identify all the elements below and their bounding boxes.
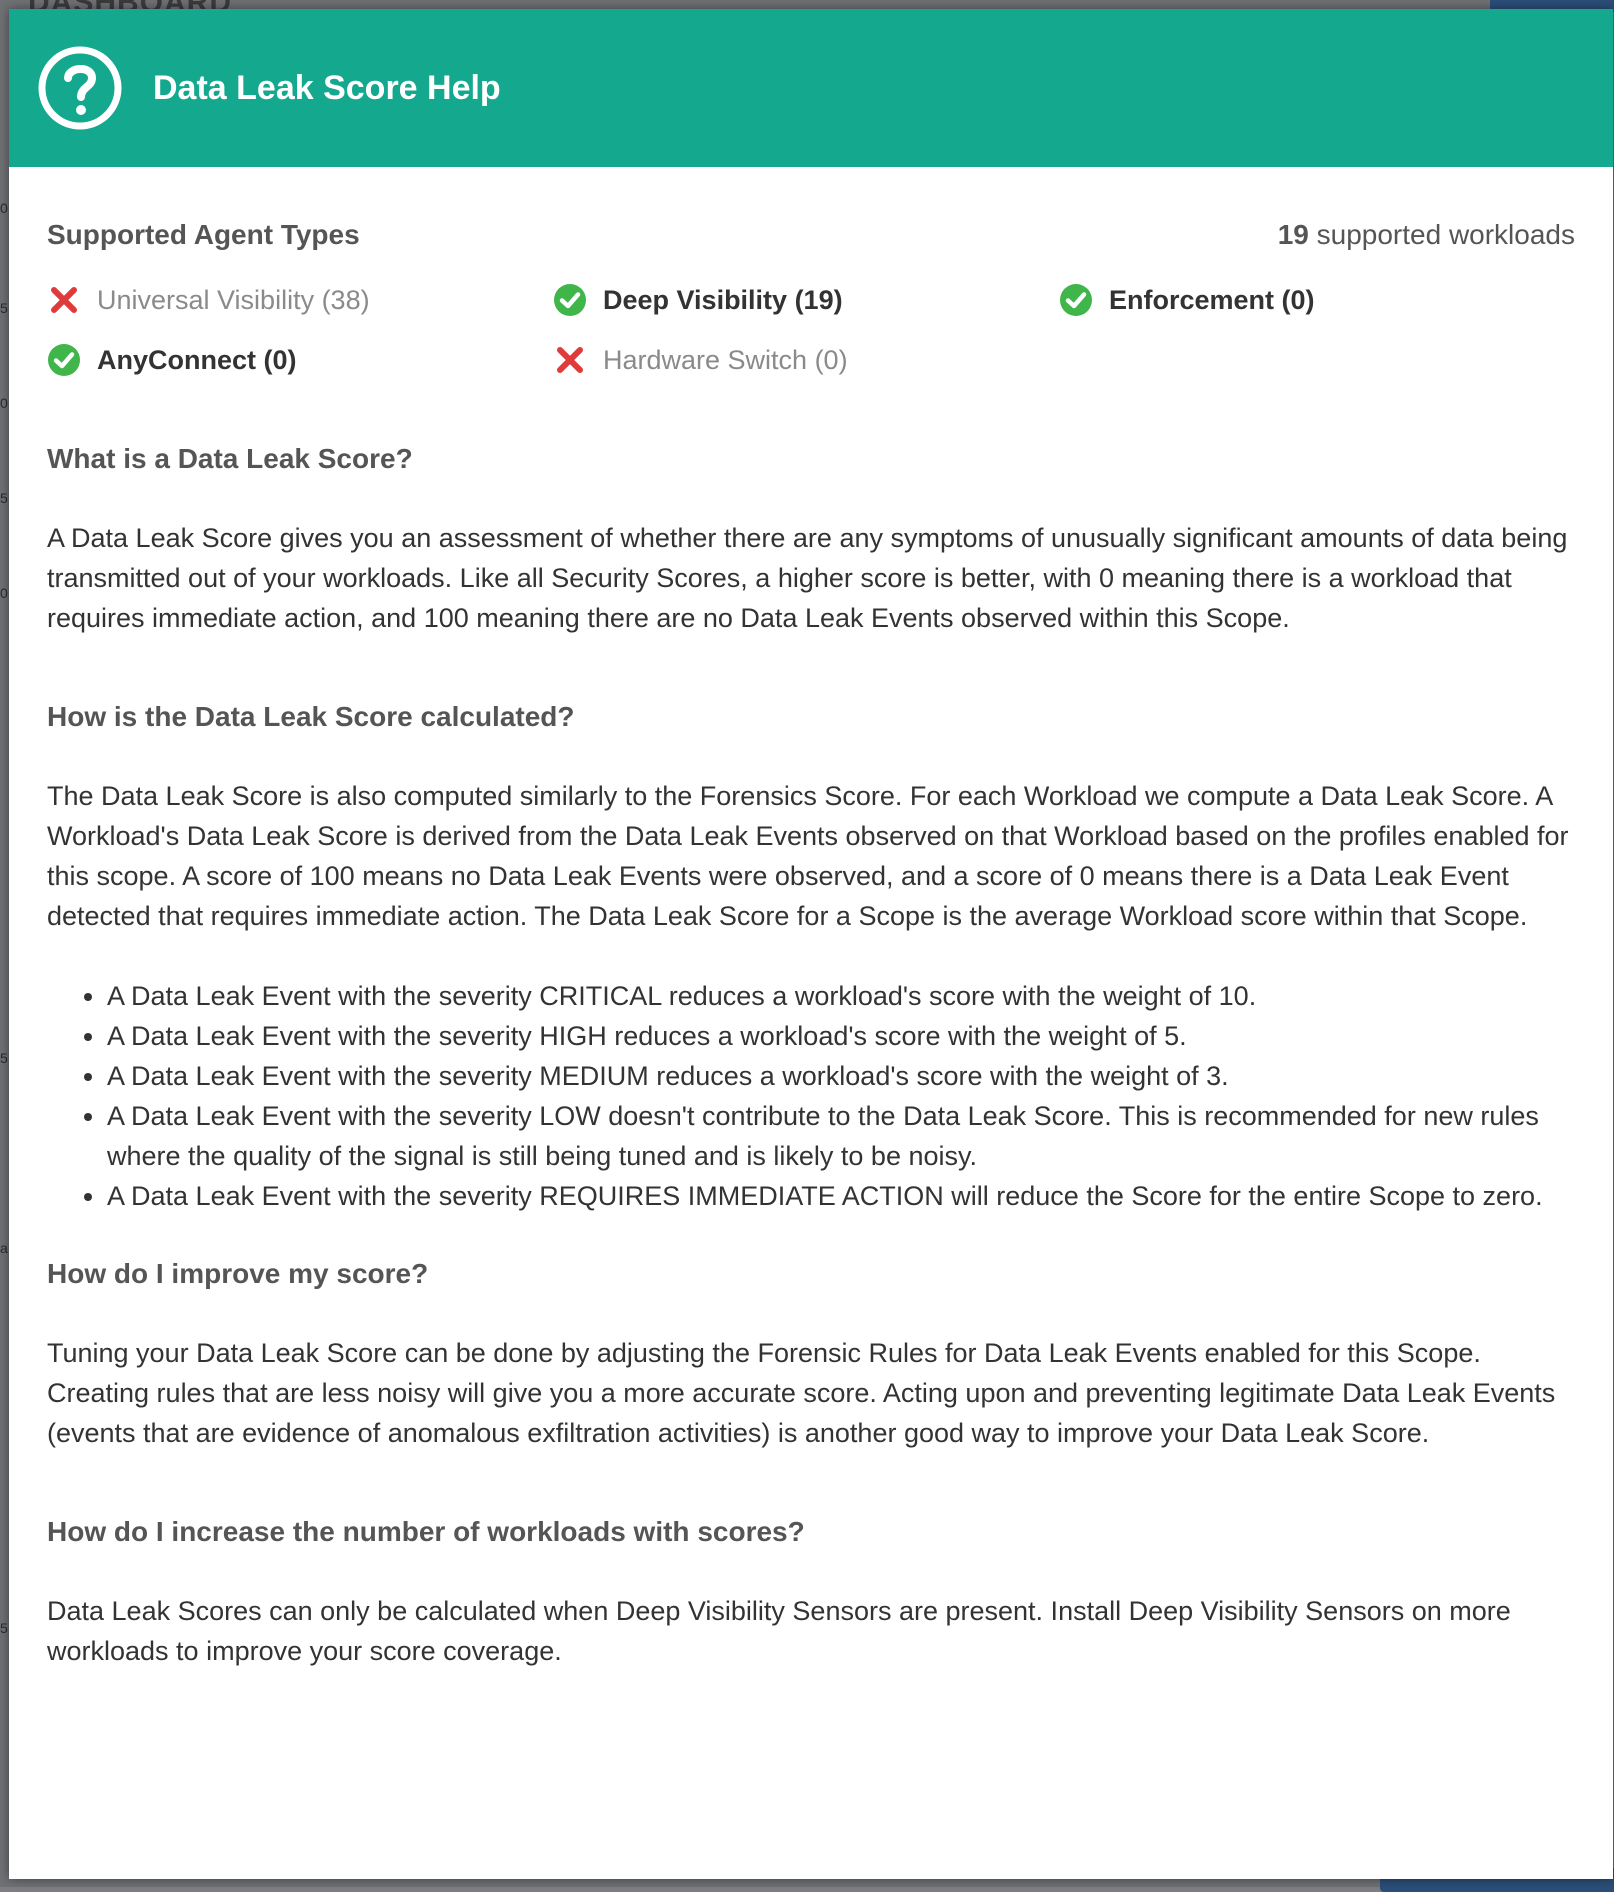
agent-type-deep-visibility [553,283,1059,317]
list-item: • A Data Leak Event with the severity CRITICAL reduces a workload's score with the weight of 10. [107,976,1575,1016]
background-tick: 5 [0,1620,8,1636]
agent-type-enforcement [1059,283,1565,317]
agent-type-label: Hardware Switch (0) [603,344,848,375]
improve-text: Tuning your Data Leak Score can be done by adjusting the Forensic Rules for Data Leak Events enabled for this Scope. Creating rules that are less noisy will give you a more accurate score. Acting upon and preventing legitimate Data Leak Events (events that are evidence of anomalous exfiltration activities) is another good way to improve your Data Leak Score. [47,1338,1556,1448]
severity-list [47,976,1575,1216]
improve-heading: How do I improve my score? [47,1258,429,1289]
increase-text: Data Leak Scores can only be calculated when Deep Visibility Sensors are present. Install Deep Visibility Sensors on more workloads to improve your score coverage. [47,1596,1511,1666]
check-circle-icon [553,283,587,317]
agent-types-header [47,219,1575,251]
check-circle-icon [1059,283,1093,317]
background-tick: 0 [0,200,8,216]
list-item: • A Data Leak Event with the severity MEDIUM reduces a workload's score with the weight of 3. [107,1056,1575,1096]
background-tick: a [0,1240,8,1256]
modal-header [9,9,1613,167]
question-circle-icon [37,45,123,131]
workload-count-suffix: supported workloads [1308,219,1575,250]
agent-types-title: Supported Agent Types [47,219,360,250]
agent-type-label: Universal Visibility (38) [97,284,370,315]
help-modal [9,9,1613,1879]
agent-type-label: Enforcement (0) [1109,284,1315,315]
modal-body [9,167,1613,1671]
list-item: • A Data Leak Event with the severity HIGH reduces a workload's score with the weight of 5. [107,1016,1575,1056]
agent-type-label: AnyConnect (0) [97,344,297,375]
workload-count-value: 19 [1277,219,1309,250]
background-tick: 5 [0,300,8,316]
background-tick: 5 [0,490,8,506]
x-icon [47,283,81,317]
what-is-heading: What is a Data Leak Score? [47,443,413,474]
how-calculated-text: The Data Leak Score is also computed similarly to the Forensics Score. For each Workload we compute a Data Leak Score. A Workload's Data Leak Score is derived from the Data Leak Events observed on that Workload based on the profiles enabled for this scope. A score of 100 means no Data Leak Events were observed, and a score of 0 means there is a Data Leak Event detected that requires immediate action. The Data Leak Score for a Scope is the average Workload score within that Scope. [47,781,1569,931]
agent-type-hardware-switch [553,343,1059,377]
supported-workloads-count [1278,219,1575,251]
x-icon [553,343,587,377]
background-tick: 0 [0,395,8,411]
agent-types-grid [47,283,1575,377]
modal-title: Data Leak Score Help [153,68,501,107]
agent-type-anyconnect [47,343,553,377]
what-is-text: A Data Leak Score gives you an assessment of whether there are any symptoms of unusually significant amounts of data being transmitted out of your workloads. Like all Security Scores, a higher score is better, with 0 meaning there is a workload that requires immediate action, and 100 meaning there are no Data Leak Events observed within this Scope. [47,523,1568,633]
check-circle-icon [47,343,81,377]
background-tick: 5 [0,1050,8,1066]
background-tick: 0 [0,585,8,601]
how-calculated-heading: How is the Data Leak Score calculated? [47,701,575,732]
agent-type-label: Deep Visibility (19) [603,284,843,315]
increase-heading: How do I increase the number of workloads with scores? [47,1516,805,1547]
agent-type-universal-visibility [47,283,553,317]
list-item: • A Data Leak Event with the severity LOW doesn't contribute to the Data Leak Score. This is recommended for new rules where the quality of the signal is still being tuned and is likely to be noisy. [107,1096,1575,1176]
list-item: • A Data Leak Event with the severity REQUIRES IMMEDIATE ACTION will reduce the Score for the entire Scope to zero. [107,1176,1575,1216]
